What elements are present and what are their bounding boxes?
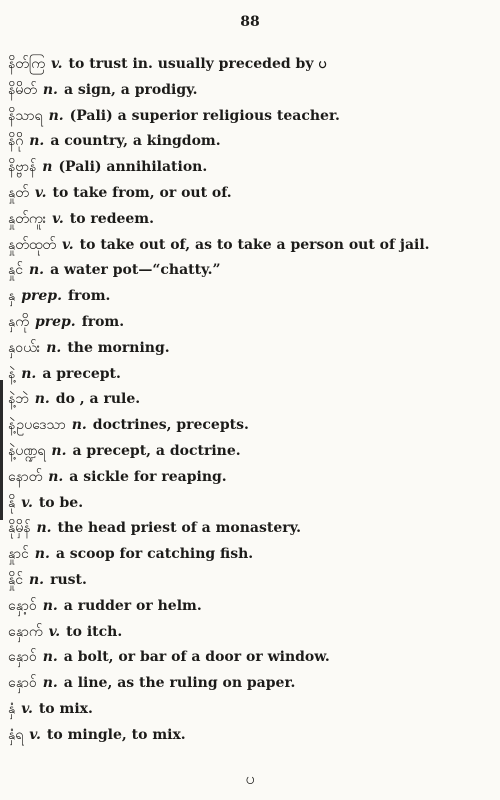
- dictionary-entry: [8, 258, 492, 284]
- entry-part-of-speech: n.: [48, 468, 64, 485]
- dictionary-entry: [8, 542, 492, 568]
- scan-edge-mark: [0, 380, 3, 520]
- entry-definition: a sickle for reaping.: [69, 468, 227, 485]
- dictionary-entry: [8, 155, 492, 181]
- entry-definition: to mingle, to mix.: [46, 726, 186, 743]
- entry-part-of-speech: v.: [21, 700, 33, 717]
- entry-headword: နှောက်: [8, 623, 43, 640]
- entry-part-of-speech: n.: [46, 339, 62, 356]
- entry-headword: နဲ့ပဏ္ဍရ: [8, 442, 46, 459]
- entry-part-of-speech: v.: [52, 210, 64, 227]
- dictionary-entry: [8, 52, 492, 78]
- entry-part-of-speech: n.: [21, 365, 37, 382]
- dictionary-entry: [8, 310, 492, 336]
- entry-definition: doctrines, precepts.: [92, 417, 249, 434]
- dictionary-entry: [8, 284, 492, 310]
- dictionary-entry: [8, 181, 492, 207]
- entry-headword: နှိုင်: [8, 571, 23, 588]
- entry-headword: နို: [8, 494, 16, 511]
- entry-headword: နိမိတ်: [8, 81, 37, 98]
- entry-part-of-speech: n.: [51, 442, 67, 459]
- entry-headword: နှုာင်: [8, 546, 29, 563]
- entry-definition: to be.: [38, 494, 84, 511]
- entry-definition: the morning.: [67, 339, 170, 356]
- entry-definition: to itch.: [66, 623, 123, 640]
- entry-part-of-speech: v.: [21, 494, 33, 511]
- entry-definition: a sign, a prodigy.: [63, 81, 198, 98]
- entry-definition: (Pali) annihilation.: [58, 159, 208, 176]
- dictionary-entry: [8, 78, 492, 104]
- entry-headword: နိတ်ကြ: [8, 56, 45, 72]
- entry-headword: နိုမှိန်: [8, 520, 31, 537]
- dictionary-entry: [8, 439, 492, 465]
- entry-part-of-speech: n.: [34, 391, 50, 408]
- entry-definition: to take from, or out of.: [52, 184, 232, 201]
- entry-headword: နှ: [8, 288, 16, 305]
- entry-part-of-speech: n.: [42, 649, 58, 666]
- entry-part-of-speech: prep.: [34, 313, 76, 330]
- dictionary-entry: [8, 697, 492, 723]
- entry-part-of-speech: v.: [48, 623, 61, 640]
- entry-definition: a bolt, or bar of a door or window.: [63, 649, 330, 666]
- entry-part-of-speech: n.: [42, 597, 58, 614]
- entry-definition: to trust in. usually preceded by ပ: [68, 56, 327, 72]
- dictionary-entry: [8, 671, 492, 697]
- entry-headword: နှကို: [8, 313, 29, 330]
- entry-definition: to mix.: [38, 700, 93, 717]
- entry-part-of-speech: n.: [71, 417, 87, 434]
- dictionary-entry: [8, 465, 492, 491]
- entry-part-of-speech: n.: [34, 546, 50, 563]
- entry-definition: a country, a kingdom.: [50, 133, 221, 150]
- entry-definition: the head priest of a monastery.: [57, 520, 302, 537]
- entry-headword: နဲ့ဘဲ: [8, 391, 29, 408]
- dictionary-entry: [8, 413, 492, 439]
- entry-headword: နှော့ဝ်: [8, 597, 37, 614]
- dictionary-entry: [8, 336, 492, 362]
- dictionary-entry: [8, 516, 492, 542]
- entry-part-of-speech: v.: [29, 726, 41, 743]
- dictionary-entries: [8, 52, 492, 749]
- entry-headword: နှုတ်: [8, 184, 29, 201]
- entry-headword: နိသာရ: [8, 107, 43, 124]
- entry-part-of-speech: n.: [48, 107, 64, 124]
- dictionary-entry: [8, 491, 492, 517]
- dictionary-entry: [8, 233, 492, 259]
- entry-definition: do , a rule.: [55, 391, 141, 408]
- entry-part-of-speech: n.: [42, 81, 58, 98]
- entry-headword: နှံ: [8, 700, 16, 717]
- entry-definition: to take out of, as to take a person out of jail.: [79, 236, 430, 253]
- entry-headword: နှံရ: [8, 726, 24, 743]
- entry-part-of-speech: v.: [50, 56, 63, 72]
- entry-headword: နှုတ်ထုတ်: [8, 236, 57, 253]
- dictionary-entry: [8, 207, 492, 233]
- dictionary-entry: [8, 387, 492, 413]
- entry-definition: a precept, a doctrine.: [72, 442, 241, 459]
- entry-headword: နှောဝ်: [8, 649, 37, 666]
- entry-part-of-speech: n.: [29, 133, 45, 150]
- entry-definition: a line, as the ruling on paper.: [63, 675, 296, 692]
- entry-definition: rust.: [50, 571, 87, 588]
- dictionary-entry: [8, 594, 492, 620]
- entry-definition: a rudder or helm.: [63, 597, 202, 614]
- entry-definition: (Pali) a superior religious teacher.: [69, 107, 340, 124]
- entry-definition: from.: [67, 288, 111, 305]
- entry-headword: နိဗ္ဗာန်: [8, 159, 37, 176]
- dictionary-entry: [8, 568, 492, 594]
- entry-part-of-speech: n: [42, 159, 53, 176]
- entry-headword: နှောဝ်: [8, 675, 37, 692]
- entry-headword: နှုင်: [8, 262, 23, 279]
- dictionary-entry: [8, 129, 492, 155]
- entry-definition: a scoop for catching fish.: [55, 546, 254, 563]
- entry-headword: နဲ့ဥပဒေသာ: [8, 417, 66, 434]
- entry-part-of-speech: v.: [34, 184, 47, 201]
- entry-part-of-speech: v.: [62, 236, 74, 253]
- entry-definition: to redeem.: [69, 210, 154, 227]
- dictionary-entry: [8, 362, 492, 388]
- dictionary-entry: [8, 104, 492, 130]
- entry-definition: a water pot—“chatty.”: [50, 262, 221, 279]
- entry-headword: နှုတ်ကူး: [8, 210, 47, 227]
- entry-headword: နဲ့: [8, 365, 16, 382]
- entry-part-of-speech: n.: [29, 571, 45, 588]
- page-number: 88: [240, 14, 260, 30]
- entry-part-of-speech: prep.: [21, 288, 62, 305]
- entry-definition: from.: [81, 313, 125, 330]
- entry-headword: နောတ်: [8, 468, 43, 485]
- footer-signature-mark: ပ: [245, 769, 255, 788]
- dictionary-entry: [8, 620, 492, 646]
- entry-headword: နိဂို: [8, 133, 24, 150]
- dictionary-entry: [8, 645, 492, 671]
- entry-part-of-speech: n.: [29, 262, 45, 279]
- entry-definition: a precept.: [42, 365, 121, 382]
- entry-part-of-speech: n.: [36, 520, 52, 537]
- entry-part-of-speech: n.: [42, 675, 58, 692]
- dictionary-entry: [8, 723, 492, 749]
- entry-headword: နှဝယ်း: [8, 339, 41, 356]
